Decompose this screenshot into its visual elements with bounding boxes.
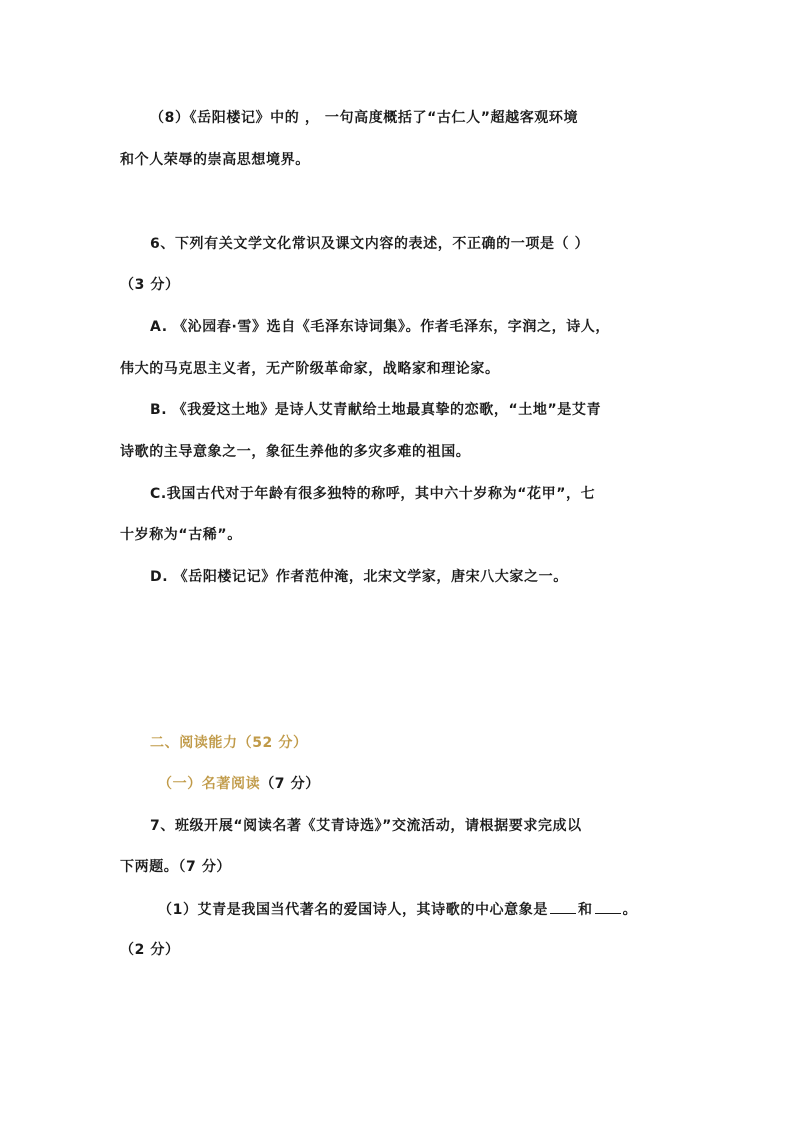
q6-option-c-line-2: 十岁称为“古稀”。 xyxy=(120,527,242,543)
q5-8-line-1: （8）《岳阳楼记》中的 ， 一句高度概括了“古仁人”超越客观环境 xyxy=(150,110,579,126)
q7-sub1-and: 和 xyxy=(577,902,593,918)
q7-stem-line-1: 7、班级开展“阅读名著《艾青诗选》”交流活动，请根据要求完成以 xyxy=(150,818,582,834)
q6-option-d-line-1: D. 《岳阳楼记记》作者范仲淹，北宋文学家，唐宋八大家之一。 xyxy=(150,569,568,585)
q7-sub1-end: 。 xyxy=(622,902,638,918)
q7-sub1-text: （1）艾青是我国当代著名的爱国诗人，其诗歌的中心意象是 xyxy=(158,902,548,918)
answer-blank-2[interactable] xyxy=(595,899,621,914)
q7-sub1-score: （2 分） xyxy=(120,942,180,958)
q6-option-c-line-1: C.我国古代对于年龄有很多独特的称呼，其中六十岁称为“花甲”，七 xyxy=(150,486,596,502)
q6-option-b-line-2: 诗歌的主导意象之一，象征生养他的多灾多难的祖国。 xyxy=(120,444,471,460)
q6-option-a-line-2: 伟大的马克思主义者，无产阶级革命家，战略家和理论家。 xyxy=(120,361,500,377)
q6-stem-line-2: （3 分） xyxy=(120,277,180,293)
q5-8-line-2: 和个人荣辱的崇高思想境界。 xyxy=(120,152,310,168)
subsection-heading xyxy=(158,774,320,794)
section-2-heading: 二、阅读能力（52 分） xyxy=(150,735,308,751)
q7-stem-line-2: 下两题。（7 分） xyxy=(120,859,232,875)
q6-option-b-line-1: B. 《我爱这土地》是诗人艾青献给土地最真挚的恋歌，“土地”是艾青 xyxy=(150,402,602,418)
q6-stem-line-1: 6、下列有关文学文化常识及课文内容的表述，不正确的一项是（ ） xyxy=(150,236,590,252)
subsection-heading-title: （一）名著阅读 xyxy=(158,776,261,792)
answer-blank-1[interactable] xyxy=(550,899,576,914)
q6-option-a-line-1: A. 《沁园春·雪》选自《毛泽东诗词集》。作者毛泽东，字润之，诗人， xyxy=(150,319,611,335)
subsection-heading-score: （7 分） xyxy=(260,776,320,792)
q7-sub1-line xyxy=(158,899,637,920)
